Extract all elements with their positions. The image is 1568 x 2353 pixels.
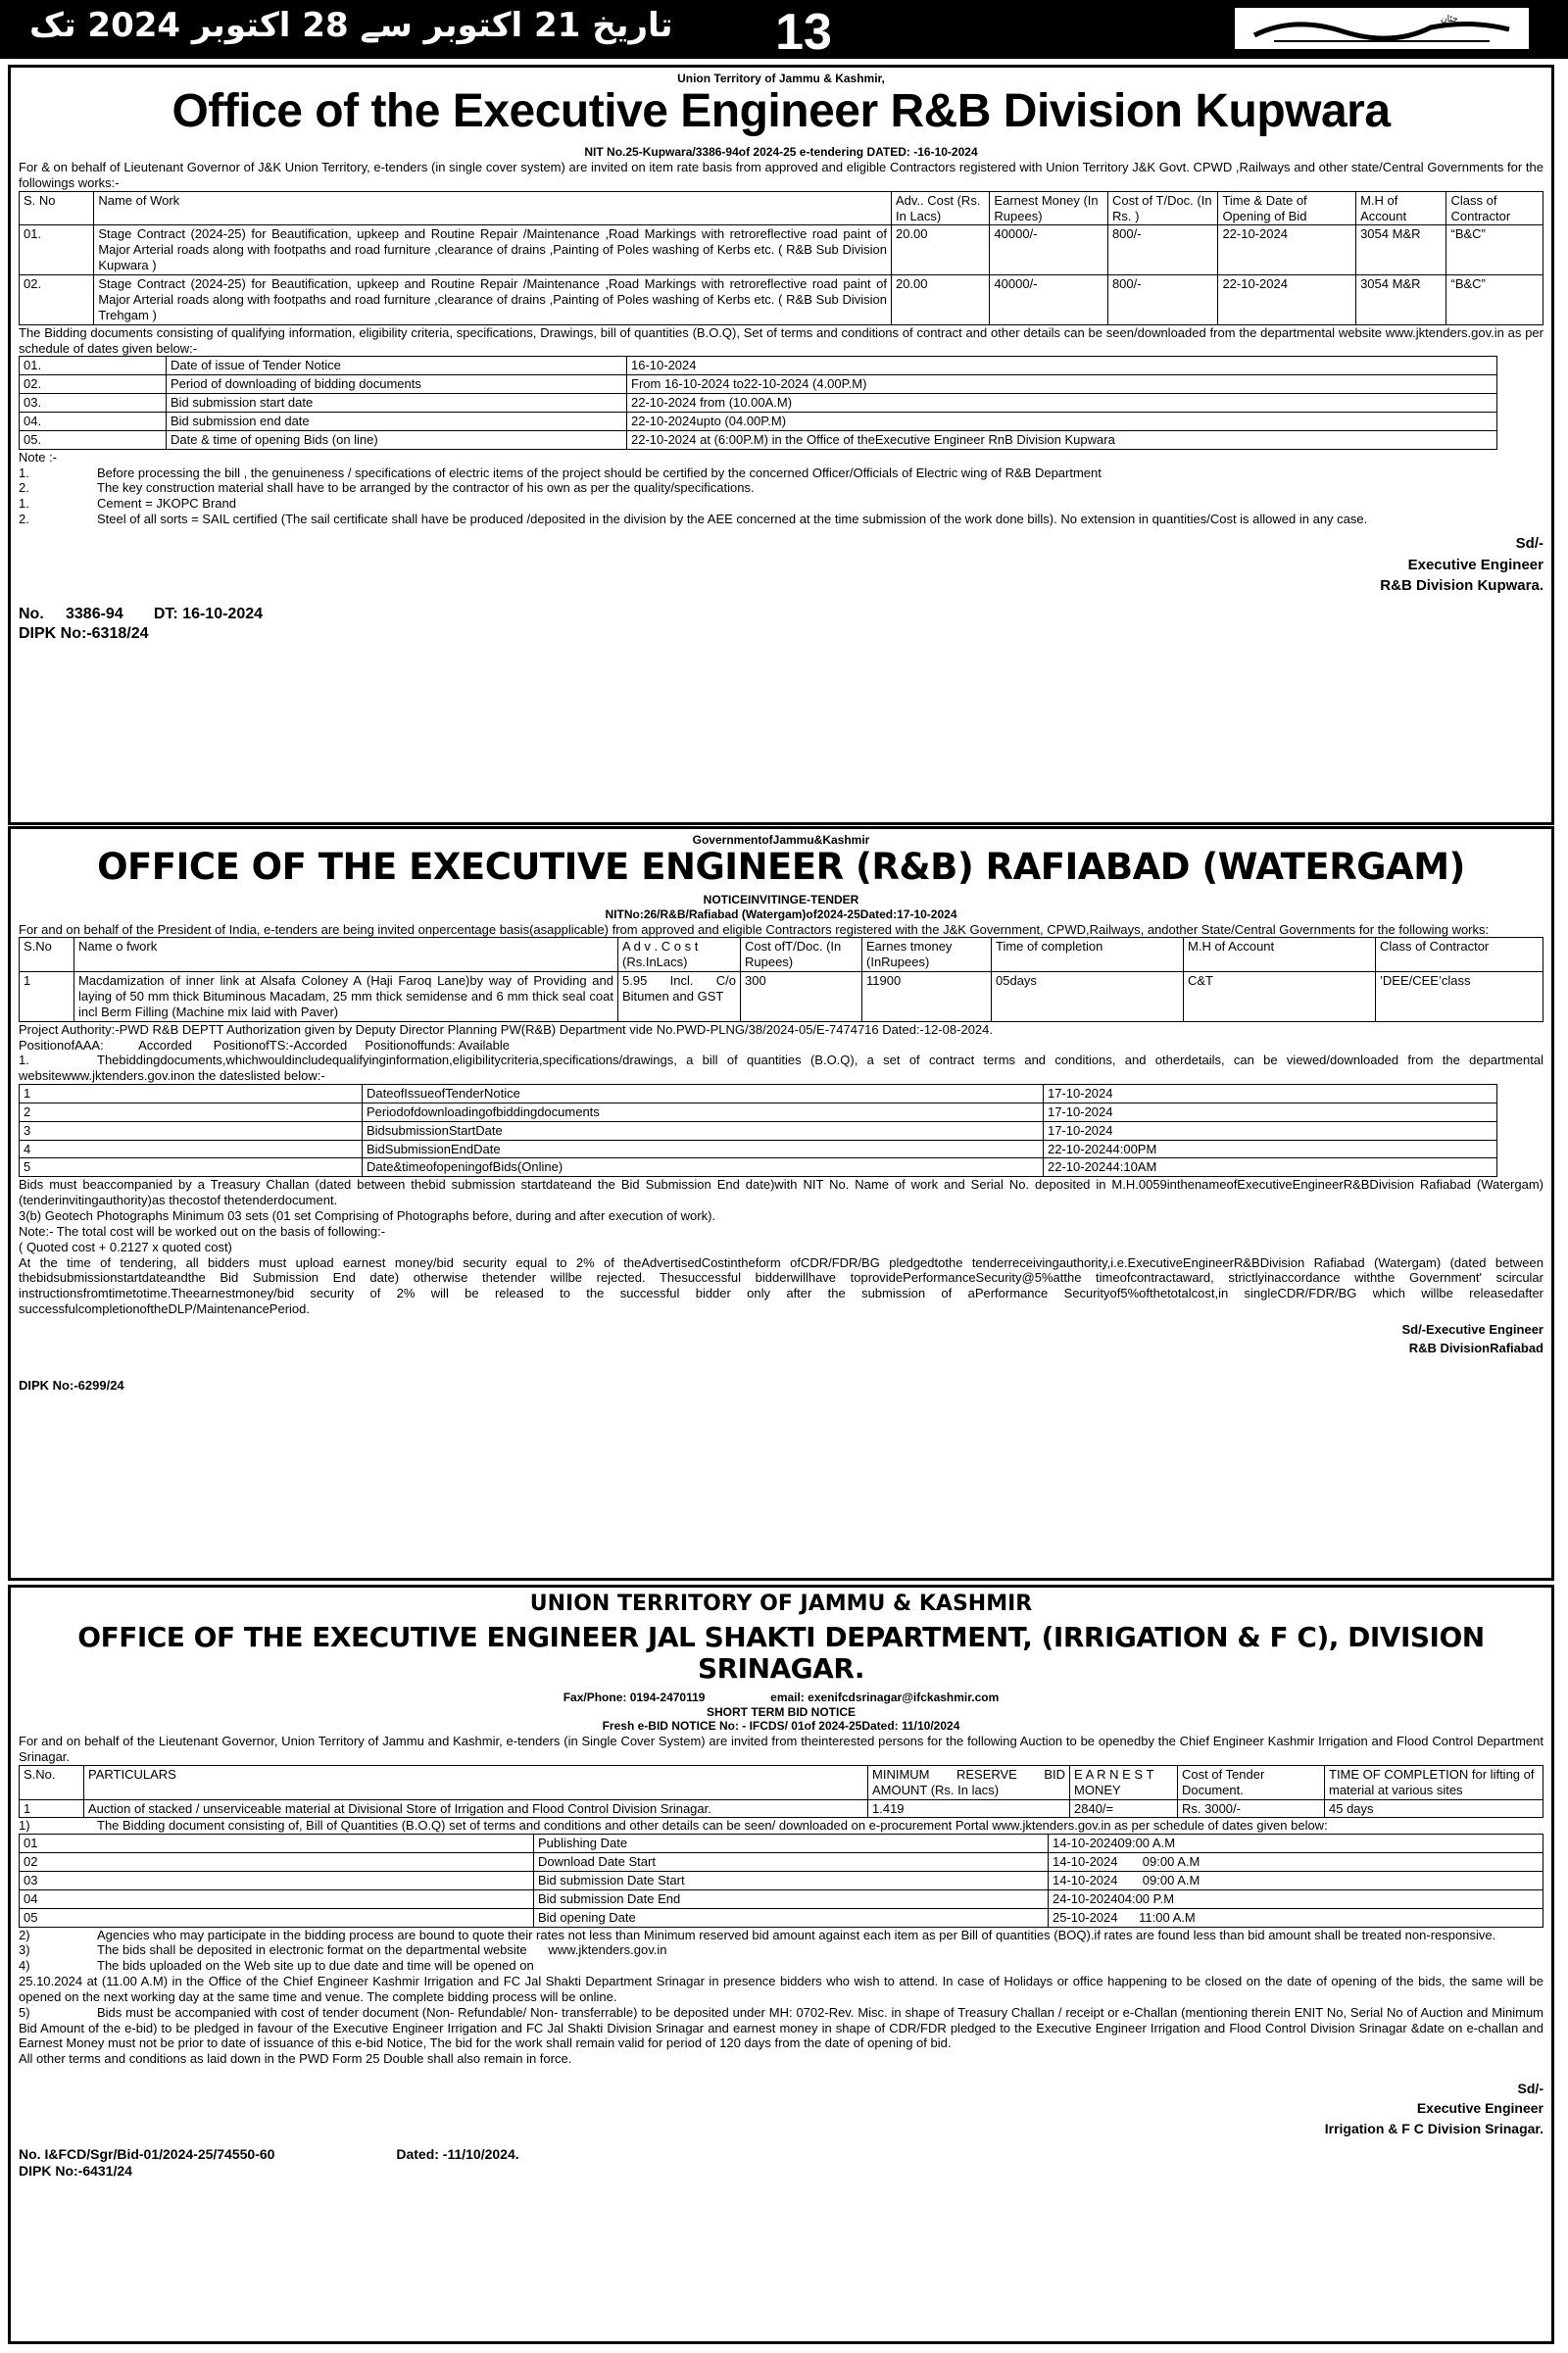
col-header: Earnest Money (In Rupees) bbox=[990, 191, 1108, 225]
cell: 800/- bbox=[1107, 275, 1218, 325]
cell: 24-10-202404:00 P.M bbox=[1049, 1889, 1544, 1908]
dipk-number: DIPK No:-6299/24 bbox=[19, 1377, 124, 1393]
col-header: Name o fwork bbox=[74, 938, 618, 972]
point-text: The Bidding document consisting of, Bill of Quantities (B.O.Q) set of terms and conditions and other details can be seen/ downloaded on e-procurement Portal www.jktenders.gov.in as per schedule of dates given below: bbox=[97, 1818, 1328, 1834]
table-row bbox=[20, 1889, 1544, 1908]
cell: 22-10-2024 bbox=[1218, 225, 1356, 275]
notice-subtitle: NOTICEINVITINGE-TENDER bbox=[703, 893, 859, 907]
intro-text: For & on behalf of Lieutenant Governor of J&K Union Territory, e-tenders (in single cover system) are invited on item rate basis from approved and eligible Contractors registered with Union Territory J&K Govt. CPWD ,Railways and other state/Central Governments for the followings works:- bbox=[19, 160, 1544, 190]
table-row bbox=[20, 225, 1544, 275]
col-header: M.H of Account bbox=[1356, 191, 1446, 225]
table-row bbox=[20, 1871, 1544, 1889]
signature-block bbox=[19, 1321, 1544, 1358]
point-number: 4) bbox=[19, 1958, 30, 1974]
bidding-text: The Bidding documents consisting of qualifying information, eligibility criteria, specifications, Drawings, bill of quantities (B.O.Q), Set of terms and conditions of contract and other details can be seen/downloaded from the departmental website www.jktenders.gov.in as per schedule of dates given below:- bbox=[19, 324, 1544, 356]
table-row bbox=[20, 1140, 1497, 1158]
logo-text: چٹان bbox=[1441, 15, 1458, 25]
cell: Publishing Date bbox=[534, 1835, 1049, 1853]
cell: 40000/- bbox=[990, 225, 1108, 275]
table-row bbox=[20, 375, 1497, 394]
cell: 22-10-2024 bbox=[1218, 275, 1356, 325]
cell: 300 bbox=[741, 972, 862, 1022]
tender-notice-kupwara bbox=[8, 65, 1554, 825]
cell: “B&C” bbox=[1446, 275, 1544, 325]
cell: Bid submission Date End bbox=[534, 1889, 1049, 1908]
cell: Period of downloading of bidding documents bbox=[167, 375, 627, 394]
schedule-table bbox=[19, 356, 1497, 449]
authority-text: Project Authority:-PWD R&B DEPTT Authorization given by Deputy Director Planning PW(R&B) Department vide No.PWD-PLNG/38/2024-05/E-7474716 Dated:-12-08-2024. bbox=[19, 1021, 993, 1037]
cell: 17-10-2024 bbox=[1044, 1103, 1497, 1121]
point-number: 1) bbox=[19, 1818, 30, 1834]
all-other-terms: All other terms and conditions as laid down in the PWD Form 25 Double shall also remain in force. bbox=[19, 2051, 572, 2067]
col-header: Earnes tmoney (InRupees) bbox=[862, 938, 992, 972]
reference-number: No. 3386-94 DT: 16-10-2024 bbox=[19, 606, 264, 623]
col-header: Time & Date of Opening of Bid bbox=[1218, 191, 1356, 225]
col-header: S. No bbox=[20, 191, 94, 225]
point-text: The bids shall be deposited in electronic format on the departmental website www.jktenders.gov.in bbox=[97, 1942, 667, 1958]
cell: 2 bbox=[20, 1103, 363, 1121]
cell: 3054 M&R bbox=[1356, 225, 1446, 275]
note-number: 1. bbox=[19, 496, 29, 512]
dipk-number: DIPK No:-6431/24 bbox=[19, 2163, 132, 2180]
short-term-label: SHORT TERM BID NOTICE bbox=[707, 1704, 856, 1719]
schedule-table bbox=[19, 1834, 1544, 1927]
intro-text: For and on behalf of the President of India, e-tenders are being invited onpercentage basis(asapplicable) from approved and eligible Contractors registered with the J&K Government, CPWD,Railways, andother State/Central Governments for the following works: bbox=[19, 921, 1490, 937]
cell: 02 bbox=[20, 1853, 534, 1872]
note-item bbox=[19, 512, 1544, 527]
cell: 22-10-20244:00PM bbox=[1044, 1140, 1497, 1158]
note-label: Note :- bbox=[19, 449, 58, 465]
signature-line: Executive Engineer bbox=[1416, 2100, 1544, 2117]
point-number: 2) bbox=[19, 1927, 30, 1942]
ut-line: UNION TERRITORY OF JAMMU & KASHMIR bbox=[529, 1592, 1033, 1616]
table-row bbox=[20, 1158, 1497, 1177]
works-table bbox=[19, 191, 1544, 325]
cell: Stage Contract (2024-25) for Beautification, upkeep and Routine Repair /Maintenance ,Road Markings with retroreflective road paint of Major Arterial roads along with footpaths and road furniture ,clearance of drains ,Painting of Poles washing of Kerbs etc. ( R&B Sub Division Trehgam ) bbox=[94, 275, 892, 325]
cell: 04 bbox=[20, 1889, 534, 1908]
cell: 17-10-2024 bbox=[1044, 1085, 1497, 1103]
table-row bbox=[20, 430, 1497, 449]
point-item bbox=[19, 1942, 1544, 1958]
signature-line: Irrigation & F C Division Srinagar. bbox=[1324, 2120, 1544, 2136]
cell: 3 bbox=[20, 1121, 363, 1140]
col-header: M.H of Account bbox=[1184, 938, 1376, 972]
cell: C&T bbox=[1184, 972, 1376, 1022]
cell: 14-10-202409:00 A.M bbox=[1049, 1835, 1544, 1853]
col-header: S.No bbox=[20, 938, 74, 972]
note-number: 1. bbox=[19, 465, 29, 480]
cell: 4 bbox=[20, 1140, 363, 1158]
cell: BidSubmissionEndDate bbox=[363, 1140, 1044, 1158]
cell: 25-10-2024 11:00 A.M bbox=[1049, 1908, 1544, 1927]
cell: Bid submission Date Start bbox=[534, 1871, 1049, 1889]
cell: Periodofdownloadingofbiddingdocuments bbox=[363, 1103, 1044, 1121]
cell: 800/- bbox=[1107, 225, 1218, 275]
cell: DateofIssueofTenderNotice bbox=[363, 1085, 1044, 1103]
signature-line: Executive Engineer bbox=[1407, 556, 1544, 573]
point-text: Thebiddingdocuments,whichwouldincludequalifyinginformation,eligibilitycriteria,specifications/drawings, a bill of quantities (B.O.Q), a set of contract terms and conditions, and otherdetails, can be viewed/downloaded from the departmental websitewww.jktenders.gov.inon the dateslisted below:- bbox=[19, 1053, 1544, 1084]
point-number: 1. bbox=[19, 1053, 29, 1068]
govt-line: GovernmentofJammu&Kashmir bbox=[692, 833, 870, 847]
cell: 22-10-2024upto (04.00P.M) bbox=[627, 412, 1497, 430]
col-header: TIME OF COMPLETION for lifting of material at various sites bbox=[1325, 1765, 1544, 1799]
cell: ’DEE/CEE’class bbox=[1376, 972, 1544, 1022]
cell: 01. bbox=[20, 225, 94, 275]
position-text: PositionofAAA: Accorded PositionofTS:-Accorded Positionoffunds: Available bbox=[19, 1037, 511, 1053]
point-text: The bids uploaded on the Web site up to due date and time will be opened on bbox=[97, 1958, 534, 1974]
table-row bbox=[20, 1085, 1497, 1103]
reference-number: No. I&FCD/Sgr/Bid-01/2024-25/74550-60 bbox=[19, 2146, 275, 2163]
note-item bbox=[19, 480, 1544, 496]
cell: “B&C” bbox=[1446, 225, 1544, 275]
tender-notice-rafiabad bbox=[8, 826, 1554, 1581]
cell: 45 days bbox=[1325, 1799, 1544, 1818]
note-text: The key construction material shall have to be arranged by the contractor of his own as per the quality/specifications. bbox=[97, 480, 755, 496]
table-row bbox=[20, 1103, 1497, 1121]
works-table bbox=[19, 937, 1544, 1021]
table-row bbox=[20, 1908, 1544, 1927]
col-header: Time of completion bbox=[992, 938, 1184, 972]
point-item bbox=[19, 1958, 1544, 1974]
cell: 3054 M&R bbox=[1356, 275, 1446, 325]
ebid-line: Fresh e-BID NOTICE No: - IFCDS/ 01of 2024-25Dated: 11/10/2024 bbox=[602, 1719, 960, 1734]
signature-block bbox=[19, 2079, 1544, 2138]
geotech-text: 3(b) Geotech Photographs Minimum 03 sets (01 set Comprising of Photographs before, during and after execution of work). bbox=[19, 1208, 716, 1224]
col-header: Cost of T/Doc. (In Rs. ) bbox=[1107, 191, 1218, 225]
notice-title: Office of the Executive Engineer R&B Division Kupwara bbox=[172, 84, 1391, 137]
cell: 05days bbox=[992, 972, 1184, 1022]
cell: 05. bbox=[20, 430, 167, 449]
challan-text: Bids must beaccompanied by a Treasury Challan (dated between thebid submission startdateand the Bid Submission End date)with NIT No. Name of work and Serial No. deposited in M.H.0059inthenameofExecutiveEngineerR&BDivision Rafiabad (Watergam)(tenderinvitingauthority)as thecostof thetenderdocument. bbox=[19, 1177, 1544, 1208]
note-number: 2. bbox=[19, 480, 29, 496]
cell: 1.419 bbox=[868, 1799, 1070, 1818]
point-text: Bids must be accompanied with cost of tender document (Non- Refundable/ Non- transferrable) to be deposited under MH: 0702-Rev. Misc. in shape of Treasury Challan / receipt or e-Challan (mentioning therein ENIT No, Serial No of Auction and Minimum Bid Amount of the e-bid) to be pledged in favour of the Executive Engineer Irrigation and FC Jal Shakti Division Srinagar and earnest money in shape of CDR/FDR pledged to the Executive Engineer Irrigation and Flood Control Division Srinagar &date on e-challan and Earnest Money must not be prior to date of issuance of this e-bid Notice, The bid for the work shall remain valid for period of 120 days from the date of opening of bid. bbox=[19, 2004, 1544, 2051]
cell: 20.00 bbox=[891, 275, 989, 325]
notice-title: OFFICE OF THE EXECUTIVE ENGINEER JAL SHAKTI DEPARTMENT, (IRRIGATION & F C), DIVISION SRINAGAR. bbox=[77, 1620, 1485, 1686]
signature-line: Sd/-Executive Engineer bbox=[1401, 1322, 1544, 1338]
table-row bbox=[20, 972, 1544, 1022]
table-row bbox=[20, 412, 1497, 430]
ut-line: Union Territory of Jammu & Kashmir, bbox=[677, 72, 885, 85]
cell: 1 bbox=[20, 1799, 84, 1818]
masthead bbox=[0, 0, 1568, 59]
page-number: 13 bbox=[775, 4, 832, 61]
dipk-number: DIPK No:-6318/24 bbox=[19, 624, 149, 642]
cell: 22-10-2024 at (6:00P.M) in the Office of theExecutive Engineer RnB Division Kupwara bbox=[627, 430, 1497, 449]
cell: 5 bbox=[20, 1158, 363, 1177]
point-number: 5) bbox=[19, 2004, 30, 2020]
point4-continued: 25.10.2024 at (11.00 A.M) in the Office of the Chief Engineer Kashmir Irrigation and FC Jal Shakti Department Srinagar in presence bidders who wish to attend. In case of Holidays or office happening to be closed on the date of opening of the bids, the same will be opened on the next working day at the same time and venue. The complete bidding process will be online. bbox=[19, 1974, 1544, 2004]
signature-line: Sd/- bbox=[1517, 2081, 1544, 2097]
contact-line: Fax/Phone: 0194-2470119 email: exenifcdsrinagar@ifckashmir.com bbox=[563, 1691, 1000, 1705]
cell: 20.00 bbox=[891, 225, 989, 275]
cell: 16-10-2024 bbox=[627, 357, 1497, 375]
col-header: Cost ofT/Doc. (In Rupees) bbox=[741, 938, 862, 972]
cell: Download Date Start bbox=[534, 1853, 1049, 1872]
cell: 01. bbox=[20, 357, 167, 375]
cost-note: Note:- The total cost will be worked out on the basis of following:- bbox=[19, 1223, 386, 1239]
signature-line: R&B Division Kupwara. bbox=[1380, 577, 1544, 595]
cell: 17-10-2024 bbox=[1044, 1121, 1497, 1140]
cell: 14-10-2024 09:00 A.M bbox=[1049, 1871, 1544, 1889]
cell: 02. bbox=[20, 375, 167, 394]
col-header: E A R N E S T MONEY bbox=[1070, 1765, 1178, 1799]
reference-line bbox=[19, 2146, 1544, 2163]
earnest-money-text: At the time of tendering, all bidders must upload earnest money/bid security equal to 2% of theAdvertisedCostintheform ofCDR/FDR/BG pledgedtothe tenderreceivingauthority,i.e.ExecutiveEngineerR&BDivision Rafiabad (Watergam) (dated between thebidsubmissionstartdateandthe Bid Submission End date) otherwise thetender willbe rejected. Thesuccessful bidderwillhave toprovidePerformanceSecurity@5%atthe timeofcontractaward, strictlyinaccordance withthe Government' scircular instructionsfromtimetotime.Theearnestmoney/bid security of 2% will be released to the successful bidder only after the submission of aPerformance Securityof5%ofthetotalcost,in singleCDR/FDR/BG which willbe releasedafter successfulcompletionoftheDLP/MaintenancePeriod. bbox=[19, 1254, 1544, 1317]
formula-text: ( Quoted cost + 0.2127 x quoted cost) bbox=[19, 1239, 232, 1254]
point-item bbox=[19, 1818, 1544, 1834]
col-header: Name of Work bbox=[94, 191, 892, 225]
point-text: Agencies who may participate in the bidding process are bound to quote their rates not less than Minimum reserved bid amount against each item as per Bill of quantities (BOQ).if rates are found less than bid amount shall be treated non-responsive. bbox=[97, 1927, 1496, 1942]
table-header-row bbox=[20, 938, 1544, 972]
cell: 01 bbox=[20, 1835, 534, 1853]
cell: 2840/= bbox=[1070, 1799, 1178, 1818]
table-row bbox=[20, 1835, 1544, 1853]
note-text: Cement = JKOPC Brand bbox=[97, 496, 236, 512]
cell: BidsubmissionStartDate bbox=[363, 1121, 1044, 1140]
cell: 04. bbox=[20, 412, 167, 430]
works-table bbox=[19, 1765, 1544, 1819]
signature-block bbox=[19, 533, 1544, 597]
cell: 02. bbox=[20, 275, 94, 325]
cell: 40000/- bbox=[990, 275, 1108, 325]
cell: Bid submission start date bbox=[167, 394, 627, 413]
cell: 22-10-2024 from (10.00A.M) bbox=[627, 394, 1497, 413]
cell: 05 bbox=[20, 1908, 534, 1927]
col-header: Adv.. Cost (Rs. In Lacs) bbox=[891, 191, 989, 225]
point-number: 3) bbox=[19, 1942, 30, 1958]
cell: Stage Contract (2024-25) for Beautification, upkeep and Routine Repair /Maintenance ,Road Markings with retroreflective road paint of Major Arterial roads along with footpaths and road furniture ,clearance of drains ,Painting of Poles washing of Kerbs etc. ( R&B Sub Division Kupwara ) bbox=[94, 225, 892, 275]
cell: Bid submission end date bbox=[167, 412, 627, 430]
nit-line: NIT No.25-Kupwara/3386-94of 2024-25 e-tendering DATED: -16-10-2024 bbox=[584, 145, 978, 160]
auction-notice-srinagar bbox=[8, 1585, 1554, 2344]
cell: 14-10-2024 09:00 A.M bbox=[1049, 1853, 1544, 1872]
cell: 5.95 Incl. C/o Bitumen and GST bbox=[618, 972, 741, 1022]
cell: Rs. 3000/- bbox=[1178, 1799, 1325, 1818]
table-row bbox=[20, 1121, 1497, 1140]
intro-text: For and on behalf of the Lieutenant Governor, Union Territory of Jammu and Kashmir, e-tenders (in Single Cover System) are invited from theinterested persons for the following Auction to be openedby the Chief Engineer Kashmir Irrigation and Flood Control Department Srinagar. bbox=[19, 1734, 1544, 1764]
table-row bbox=[20, 1799, 1544, 1818]
col-header: A d v . C o s t (Rs.InLacs) bbox=[618, 938, 741, 972]
note-text: Before processing the bill , the genuineness / specifications of electric items of the project should be certified by the concerned Officer/Officials of Electric wing of R&B Department bbox=[97, 465, 1102, 480]
nit-line: NITNo:26/R&B/Rafiabad (Watergam)of2024-25Dated:17-10-2024 bbox=[605, 907, 957, 921]
signature-line: Sd/- bbox=[1515, 534, 1544, 552]
col-header: PARTICULARS bbox=[84, 1765, 868, 1799]
schedule-table bbox=[19, 1084, 1497, 1177]
reference-date: Dated: -11/10/2024. bbox=[396, 2146, 519, 2163]
cell: Date & time of opening Bids (on line) bbox=[167, 430, 627, 449]
cell: Date&timeofopeningofBids(Online) bbox=[363, 1158, 1044, 1177]
cell: 1 bbox=[20, 972, 74, 1022]
signature-line: R&B DivisionRafiabad bbox=[1408, 1340, 1544, 1355]
cell: 22-10-20244:10AM bbox=[1044, 1158, 1497, 1177]
col-header: S.No. bbox=[20, 1765, 84, 1799]
note-item bbox=[19, 496, 1544, 512]
newspaper-logo bbox=[1235, 8, 1529, 49]
cell: 03 bbox=[20, 1871, 534, 1889]
cell: 1 bbox=[20, 1085, 363, 1103]
urdu-date: تاریخ 21 اکتوبر سے 28 اکتوبر 2024 تک bbox=[29, 6, 673, 45]
table-header-row bbox=[20, 1765, 1544, 1799]
col-header: Cost of Tender Document. bbox=[1178, 1765, 1325, 1799]
col-header: Class of Contractor bbox=[1446, 191, 1544, 225]
cell: 11900 bbox=[862, 972, 992, 1022]
col-header: Class of Contractor bbox=[1376, 938, 1544, 972]
col-header: MINIMUM RESERVE BID AMOUNT (Rs. In lacs) bbox=[868, 1765, 1070, 1799]
cell: From 16-10-2024 to22-10-2024 (4.00P.M) bbox=[627, 375, 1497, 394]
note-number: 2. bbox=[19, 512, 29, 527]
table-row bbox=[20, 357, 1497, 375]
cell: Bid opening Date bbox=[534, 1908, 1049, 1927]
note-item bbox=[19, 466, 1544, 481]
table-row bbox=[20, 394, 1497, 413]
cell: 03. bbox=[20, 394, 167, 413]
cell: Date of issue of Tender Notice bbox=[167, 357, 627, 375]
table-row bbox=[20, 275, 1544, 325]
cell: Macdamization of inner link at Alsafa Coloney A (Haji Faroq Lane)by way of Providing and laying of 50 mm thick Bituminous Macadam, 25 mm thick semidense and 6 mm thick seal coat incl Berm Filling (Machine mix laid with Paver) bbox=[74, 972, 618, 1022]
table-row bbox=[20, 1853, 1544, 1872]
point-item bbox=[19, 1928, 1544, 1943]
note-text: Steel of all sorts = SAIL certified (The sail certificate shall have be produced /deposited in the division by the AEE concerned at the time submission of the work done bills). No extension in quantities/Cost is allowed in any case. bbox=[97, 512, 1368, 527]
notice-title: OFFICE OF THE EXECUTIVE ENGINEER (R&B) RAFIABAD (WATERGAM) bbox=[97, 845, 1465, 888]
cell: Auction of stacked / unserviceable material at Divisional Store of Irrigation and Flood Control Division Srinagar. bbox=[84, 1799, 868, 1818]
table-header-row bbox=[20, 191, 1544, 225]
